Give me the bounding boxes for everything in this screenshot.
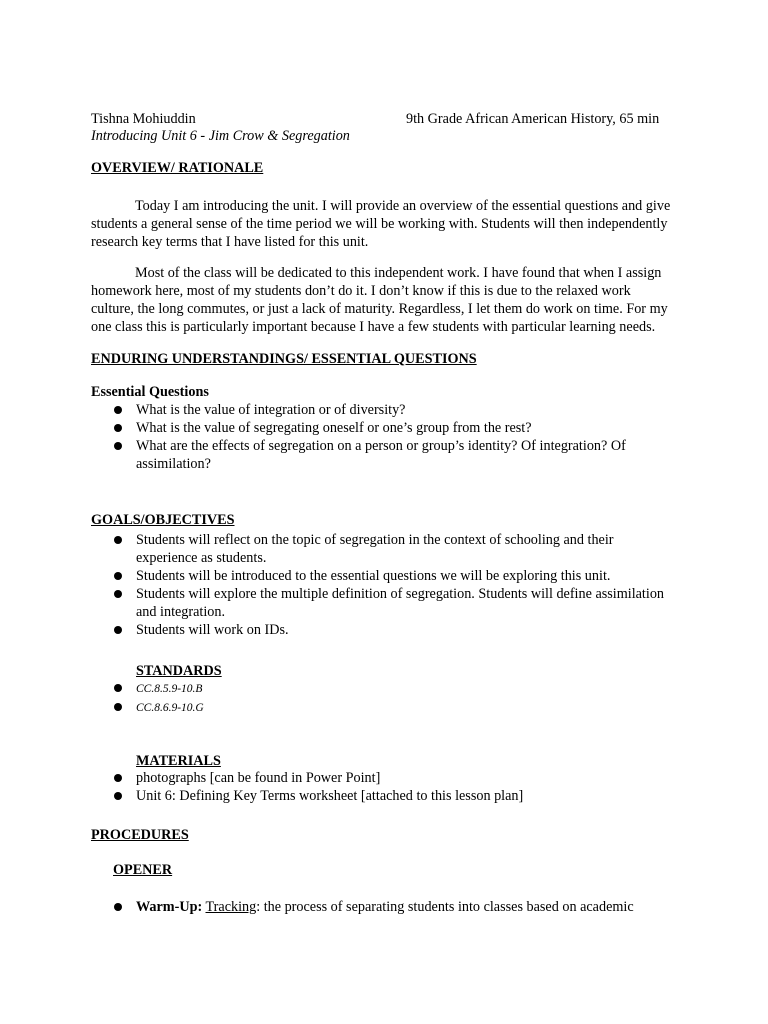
list-item: Students will work on IDs. (112, 621, 676, 639)
list-item: photographs [can be found in Power Point] (112, 769, 676, 787)
warmup-label: Warm-Up: (136, 899, 203, 915)
essential-questions-list (112, 401, 676, 473)
essential-questions-subheading: Essential Questions (91, 384, 209, 400)
procedures-heading: PROCEDURES (91, 827, 189, 843)
overview-paragraph-2 (91, 264, 671, 336)
goals-heading: GOALS/OBJECTIVES (91, 512, 235, 528)
enduring-heading: ENDURING UNDERSTANDINGS/ ESSENTIAL QUESTIONS (91, 351, 477, 367)
overview-paragraph-1-text: Today I am introducing the unit. I will provide an overview of the essential questions and give students a general sense of the time period we will be working with. Students will then independently research key terms that I have listed for this unit. (91, 198, 671, 250)
opener-heading: OPENER (113, 862, 173, 878)
list-item: Students will reflect on the topic of segregation in the context of schooling and their experience as students. (112, 531, 676, 567)
lesson-subtitle: Introducing Unit 6 - Jim Crow & Segregation (91, 128, 350, 144)
author-name: Tishna Mohiuddin (91, 111, 196, 127)
warmup-term: Tracking (205, 899, 257, 915)
list-item: What are the effects of segregation on a person or group’s identity? Of integration? Of assimilation? (112, 437, 676, 473)
list-item (112, 679, 676, 698)
list-item: What is the value of segregating oneself or one’s group from the rest? (112, 419, 676, 437)
warmup-list (112, 898, 696, 916)
list-item: Students will explore the multiple definition of segregation. Students will define assimilation and integration. (112, 585, 676, 621)
list-item (112, 698, 676, 717)
materials-heading: MATERIALS (136, 753, 221, 769)
course-info: 9th Grade African American History, 65 min (406, 111, 660, 127)
standard-code: CC.8.6.9-10.G (136, 702, 204, 714)
standards-heading: STANDARDS (136, 663, 222, 679)
overview-paragraph-1 (91, 197, 671, 251)
materials-list (112, 769, 676, 805)
warmup-item (112, 898, 696, 916)
list-item: Unit 6: Defining Key Terms worksheet [attached to this lesson plan] (112, 787, 676, 805)
standard-code: CC.8.5.9-10.B (136, 683, 203, 695)
overview-paragraph-2-text: Most of the class will be dedicated to this independent work. I have found that when I assign homework here, most of my students don’t do it. I don’t know if this is due to the relaxed work culture, the long commutes, or just a lack of maturity. Regardless, I let them do work on time. For my one class this is particularly important because I have a few students with particular learning needs. (91, 265, 668, 335)
list-item: What is the value of integration or of diversity? (112, 401, 676, 419)
list-item: Students will be introduced to the essential questions we will be exploring this unit. (112, 567, 676, 585)
warmup-text: : the process of separating students into classes based on academic (256, 899, 634, 915)
overview-heading: OVERVIEW/ RATIONALE (91, 160, 264, 176)
goals-list (112, 531, 676, 639)
standards-list (112, 679, 676, 717)
